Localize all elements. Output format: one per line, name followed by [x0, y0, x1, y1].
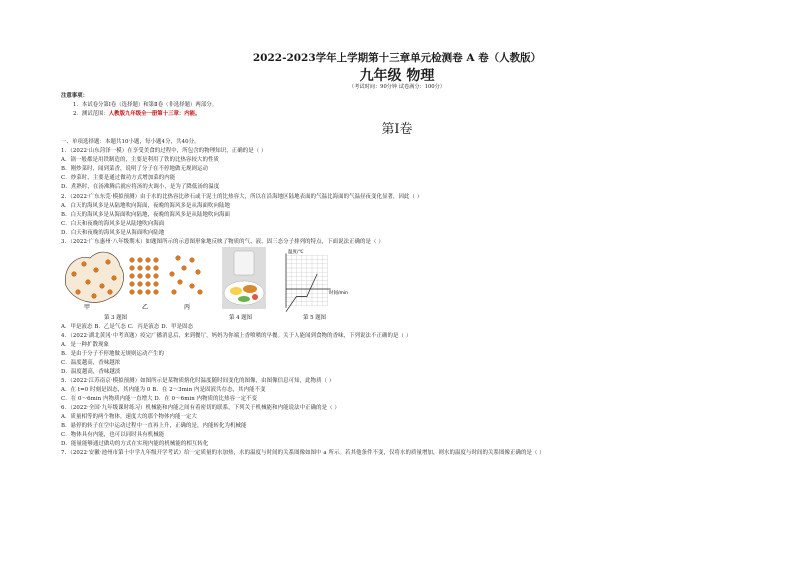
figure-5-chart — [276, 247, 350, 313]
q2-option-b: B．白天的海风多是从海面吹向陆地，夜晚的海风多是从陆地吹向海面 — [61, 212, 231, 218]
q4-option-d: D．温度越高，香味越淡 — [61, 369, 121, 375]
q6-stem: 6．（2022·全国·九年级课时练习）机械能和内能之间有着密切的联系，下列关于机械能和内能说法中正确的是（ ） — [61, 405, 340, 411]
q2-option-c: C．白天和夜晚的海风多是从陆地吹向海面 — [61, 221, 165, 227]
q4-option-c: C．温度越高，香味越浓 — [61, 360, 121, 366]
notice-item-1: 1．本试卷分第Ⅰ卷（选择题）和第Ⅱ卷（非选择题）两部分。 — [73, 102, 217, 108]
q4-stem: 4．（2022·湖北黄冈·中考真题）疫完广播消息后，来到餐厅，妈妈为你端上香喷喷的早餐。关于人能闻到食物的香味，下列说法不正确的是（ ） — [61, 333, 412, 339]
chart-grid — [286, 255, 328, 305]
solid-molecules — [130, 258, 159, 295]
q1-option-c: C．炒菜时，主要是通过做功方式增加菜的内能 — [61, 175, 176, 181]
q1-option-a: A．锅一般都是用铁制造的，主要是利用了铁的比热容较大的性质 — [61, 157, 219, 163]
vegetable-icon — [238, 296, 250, 302]
q1-option-b: B．刚炒菜时，闻到菜香，说明了分子在不停地做无规则运动 — [61, 166, 209, 172]
doc-title: 2022-2023学年上学期第十三章单元检测卷 A 卷（人教版） — [252, 52, 542, 64]
exam-info: （考试时间：90分钟 试卷满分：100分） — [349, 84, 445, 90]
q7-stem: 7．（2022·安徽·池州市第十中学九年级开学考试）给一定质量的水加热，水的温度与时间的关系图像如图中 a 所示。若其他条件不变，仅将水的质量增加，则水的温度与时间的关系图像正确的是（ ） — [61, 450, 545, 456]
tomato-icon — [252, 294, 258, 300]
caption-figure-3: 第 3 题图 — [104, 315, 128, 321]
notice-item-2-prefix: 2．测试范围： — [73, 111, 109, 117]
q1-stem: 1．（2022·山东菏泽一模）在享受美食的过程中，所包含的物理知识，正确的是（ ） — [61, 148, 267, 154]
q3-stem: 3．（2022·广东惠州·八年级期末）如题图所示的示意图形象地反映了物质的气、液、固三态分子排列的特点，下面说法正确的是（ ） — [61, 239, 384, 245]
caption-figure-4: 第 4 题图 — [229, 315, 253, 321]
q6-option-c: C．物体具有内能，也可以同时具有机械能 — [61, 432, 165, 438]
x-axis-label: 时间/min — [329, 291, 349, 296]
caption-figure-5: 第 5 题图 — [303, 315, 327, 321]
q4-option-a: A．是一种扩散现象 — [61, 342, 109, 348]
section-heading: 一、单项选择题：本题共10小题，每小题4分，共40分。 — [61, 139, 200, 145]
q5-options-cd: C．在 0～6min 内物质内能一直增大 D．在 0～6min 内物质的比热容一定不变 — [61, 396, 258, 402]
q2-option-d: D．白天和夜晚的海风多是从海面吹向陆地 — [61, 230, 165, 236]
q6-option-b: B．悬停的转子在空中运动过程中一直再上升，正确的是，内能转化为机械能 — [61, 423, 247, 429]
label-yi: 乙 — [142, 304, 149, 311]
figure-4-breakfast — [222, 247, 266, 309]
q2-stem: 2．（2022·广东东莞·模拟预测）由于水的比热容比砂石或干泥土的比热容大，所以在沿海地区陆地表面的气温比海面的气温昼夜变化显著，因此（ ） — [61, 194, 423, 200]
q1-option-d: D．煮熟时，在汤沸腾后就应将汤的火调小，是为了降低汤的温度 — [61, 184, 220, 190]
label-jia: 甲 — [84, 304, 91, 311]
figure-3-molecules — [60, 246, 210, 312]
notice-item-2-scope: 人教版九年级全一册第十三章：内能。 — [108, 111, 201, 117]
q4-option-b: B．是由于分子不停地做无规则运动产生的 — [61, 351, 165, 357]
notice-heading: 注意事项： — [61, 93, 88, 99]
liquid-molecules — [170, 256, 203, 295]
q5-stem: 5．（2022·江苏南京·模拟预测）如图所示是某物质熔化时温度随时间变化的图像，由图像信息可知，此物质（ ） — [61, 378, 335, 384]
q3-options: A．甲是液态 B．乙是气态 C．丙是液态 D．甲是固态 — [61, 324, 194, 330]
q2-option-a: A．白天的海风多是从陆地吹向海面，夜晚的海风多是从海面吹向陆地 — [61, 203, 230, 209]
egg-icon — [230, 287, 242, 295]
y-axis-label: 温度/℃ — [288, 250, 304, 255]
section-juan: 第Ⅰ卷 — [381, 122, 413, 137]
notice-item-2 — [73, 109, 200, 117]
doc-subtitle: 九年级 物理 — [359, 68, 435, 84]
q6-option-d: D．能量能够通过做功的方式在实现内能的机械能的相互转化 — [61, 441, 209, 447]
bread-icon — [243, 285, 257, 293]
q6-option-a: A．质量相等的两个物体，速度大的那个物体内能一定大 — [61, 414, 197, 420]
label-bing: 丙 — [184, 304, 191, 311]
milk-glass-icon — [234, 251, 254, 275]
q5-options-ab: A．在 t=0 时刻是固态，其内能为 0 B．在 2～3min 内是固液共存态，其内能不变 — [61, 387, 266, 393]
